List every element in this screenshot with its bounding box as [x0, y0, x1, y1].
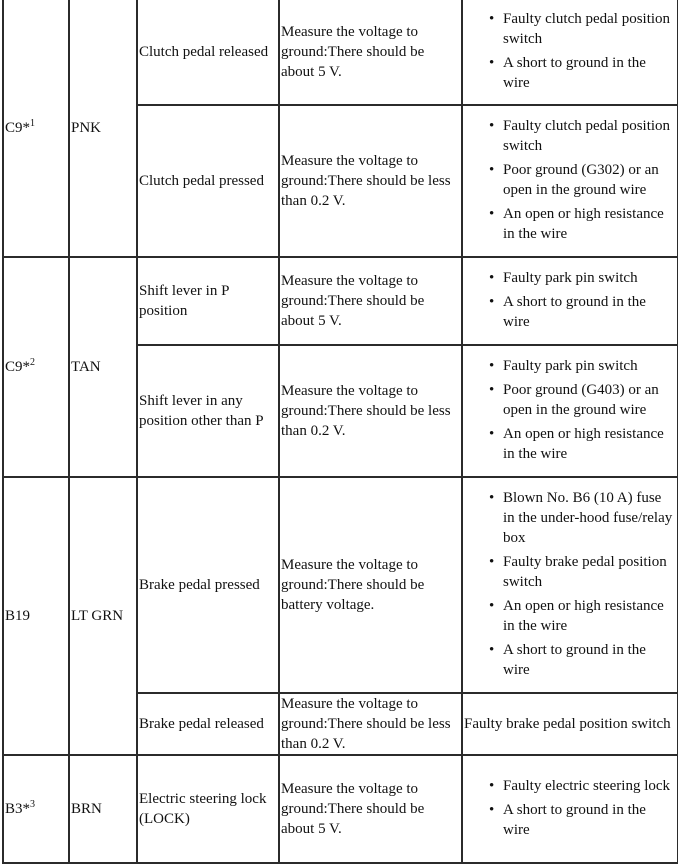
- cause-text: A short to ground in the wire: [503, 802, 646, 838]
- cause-text: Faulty park pin switch: [503, 270, 638, 286]
- list-item: [464, 9, 676, 49]
- terminal-footnote: 2: [30, 357, 36, 368]
- cause-text: A short to ground in the wire: [503, 642, 646, 678]
- condition-text: Clutch pedal released: [139, 44, 269, 60]
- list-item: [464, 53, 676, 93]
- cause-list: [464, 268, 676, 332]
- bullet-icon: •: [489, 778, 495, 794]
- wire-color: LT GRN: [71, 608, 124, 624]
- bullet-icon: •: [489, 426, 495, 442]
- condition-cell: [137, 345, 279, 477]
- condition-text: Shift lever in any position other than P: [139, 393, 264, 429]
- list-item: [464, 488, 676, 548]
- cause-text: An open or high resistance in the wire: [503, 206, 664, 242]
- bullet-icon: •: [489, 162, 495, 178]
- cause-text: Blown No. B6 (10 A) fuse in the under-hood fuse/relay box: [503, 490, 673, 546]
- table-row: [3, 0, 678, 105]
- test-text: Measure the voltage to ground:There should be about 5 V.: [281, 24, 425, 80]
- terminal-cell: [3, 257, 69, 477]
- test-cell: [279, 345, 462, 477]
- terminal-cell: [3, 477, 69, 755]
- list-item: [464, 776, 676, 796]
- cause-text: Faulty brake pedal position switch: [503, 554, 667, 590]
- bullet-icon: •: [489, 802, 495, 818]
- list-item: [464, 596, 676, 636]
- test-cell: [279, 755, 462, 863]
- test-text: Measure the voltage to ground:There should be less than 0.2 V.: [281, 696, 451, 752]
- terminal-cell: [3, 0, 69, 257]
- cause-text: Poor ground (G403) or an open in the ground wire: [503, 382, 659, 418]
- list-item: [464, 292, 676, 332]
- test-cell: [279, 105, 462, 257]
- terminal-troubleshooting-table: [2, 0, 678, 864]
- test-text: Measure the voltage to ground:There should be less than 0.2 V.: [281, 383, 451, 439]
- test-text: Measure the voltage to ground:There should be battery voltage.: [281, 557, 425, 613]
- cause-text: Faulty electric steering lock: [503, 778, 671, 794]
- condition-cell: [137, 755, 279, 863]
- wire-color: PNK: [71, 120, 102, 136]
- list-item: [464, 204, 676, 244]
- condition-cell: [137, 693, 279, 755]
- bullet-icon: •: [489, 554, 495, 570]
- bullet-icon: •: [489, 642, 495, 658]
- terminal-footnote: 3: [30, 799, 36, 810]
- list-item: [464, 640, 676, 680]
- cause-list: [464, 488, 676, 680]
- terminal-number: B3*: [5, 801, 31, 817]
- cause-text: An open or high resistance in the wire: [503, 426, 664, 462]
- possible-cause-cell: [462, 0, 678, 105]
- wire-color-cell: [69, 477, 137, 755]
- wire-color: BRN: [71, 801, 102, 817]
- bullet-icon: •: [489, 358, 495, 374]
- bullet-icon: •: [489, 11, 495, 27]
- cause-list: [464, 9, 676, 93]
- cause-text: A short to ground in the wire: [503, 55, 646, 91]
- cause-list: [464, 116, 676, 244]
- bullet-icon: •: [489, 118, 495, 134]
- cause-text: A short to ground in the wire: [503, 294, 646, 330]
- terminal-number: C9*: [5, 120, 31, 136]
- terminal-cell: [3, 755, 69, 863]
- cause-text: Faulty clutch pedal position switch: [503, 118, 671, 154]
- test-cell: [279, 257, 462, 345]
- possible-cause-cell: [462, 755, 678, 863]
- bullet-icon: •: [489, 382, 495, 398]
- condition-text: Brake pedal pressed: [139, 577, 260, 593]
- list-item: [464, 424, 676, 464]
- bullet-icon: •: [489, 294, 495, 310]
- table-row: [3, 257, 678, 345]
- terminal-footnote: 1: [30, 118, 36, 129]
- bullet-icon: •: [489, 490, 495, 506]
- wire-color-cell: [69, 257, 137, 477]
- test-text: Measure the voltage to ground:There should be about 5 V.: [281, 781, 425, 837]
- list-item: [464, 268, 676, 288]
- condition-text: Clutch pedal pressed: [139, 173, 264, 189]
- condition-cell: [137, 257, 279, 345]
- condition-text: Electric steering lock (LOCK): [139, 791, 267, 827]
- cause-list: [464, 776, 676, 840]
- condition-cell: [137, 105, 279, 257]
- cause-text: An open or high resistance in the wire: [503, 598, 664, 634]
- wire-color-cell: [69, 0, 137, 257]
- list-item: [464, 356, 676, 376]
- condition-text: Shift lever in P position: [139, 283, 229, 319]
- bullet-icon: •: [489, 598, 495, 614]
- possible-cause-cell: [462, 257, 678, 345]
- terminal-number: C9*: [5, 359, 31, 375]
- possible-cause-cell: [462, 693, 678, 755]
- test-cell: [279, 0, 462, 105]
- bullet-icon: •: [489, 206, 495, 222]
- bullet-icon: •: [489, 55, 495, 71]
- terminal-number: B19: [5, 608, 31, 624]
- possible-cause-cell: [462, 105, 678, 257]
- test-text: Measure the voltage to ground:There should be about 5 V.: [281, 273, 425, 329]
- table-row: [3, 755, 678, 863]
- list-item: [464, 552, 676, 592]
- cause-text: Faulty park pin switch: [503, 358, 638, 374]
- list-item: [464, 116, 676, 156]
- cause-text: Faulty clutch pedal position switch: [503, 11, 671, 47]
- test-cell: [279, 693, 462, 755]
- cause-list: [464, 356, 676, 464]
- table-row: [3, 477, 678, 693]
- wire-color-cell: [69, 755, 137, 863]
- cause-text: Faulty brake pedal position switch: [464, 716, 671, 732]
- wire-color: TAN: [71, 359, 101, 375]
- list-item: [464, 380, 676, 420]
- condition-cell: [137, 477, 279, 693]
- possible-cause-cell: [462, 477, 678, 693]
- test-text: Measure the voltage to ground:There should be less than 0.2 V.: [281, 153, 451, 209]
- bullet-icon: •: [489, 270, 495, 286]
- possible-cause-cell: [462, 345, 678, 477]
- condition-text: Brake pedal released: [139, 716, 264, 732]
- condition-cell: [137, 0, 279, 105]
- test-cell: [279, 477, 462, 693]
- list-item: [464, 800, 676, 840]
- list-item: [464, 160, 676, 200]
- cause-text: Poor ground (G302) or an open in the ground wire: [503, 162, 659, 198]
